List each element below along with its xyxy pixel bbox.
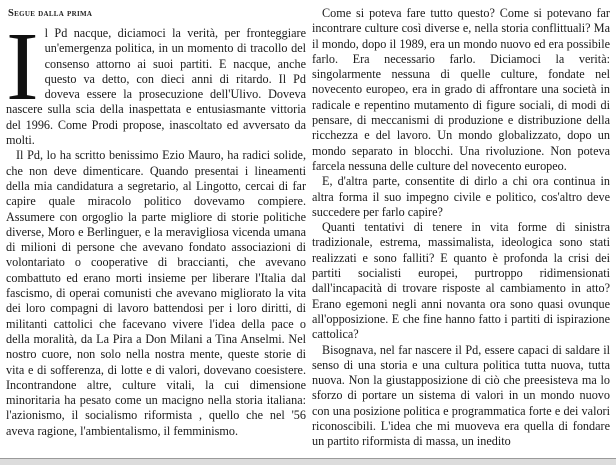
paragraph-3: Come si poteva fare tutto questo? Come si potevano far incontrare culture così diverse e, nella storia conflittuali? Ma il mondo, dopo il 1989, era un mondo nuovo ed era possibile farlo. Era necessario farlo. Diciamoci la verità: singolarmente nessuna di quelle culture, fondate nel novecento europeo, era in grado di affrontare una società in radicale e repentino mutamento di figure sociali, di modi di pensare, di meccanismi di produzione e distribuzione della ricchezza e del lavoro. Un mondo globalizzato, dopo un mondo separato in blocchi. Una rivoluzione. Non poteva farcela nessuna delle culture del novecento europeo.: [312, 6, 610, 173]
paragraph-2: Il Pd, lo ha scritto benissimo Ezio Mauro, ha radici solide, che non deve dimenticare. Quando presentai i lineamenti della mia candidatura a segretario, al Lingotto, cercai di far capire quale miracolo politico dovevamo compiere. Assumere con orgoglio la parte migliore di storie politiche diverse, Moro e Berlinguer, e la meravigliosa vicenda umana di milioni di persone che avevano fondato associazioni di volontariato o cooperative di braccianti, che avevano combattuto ed erano morti insieme per liberare l'Italia dal fascismo, di operai comunisti che avevano migliorato la vita dei loro compagni di lavoro battendosi per i loro diritti, di militanti cattolici che facevano vivere l'idea della pace o della moralità, da La Pira a Don Milani a Tina Anselmi. Nel nostro cuore, non solo nella nostra mente, queste storie di vita e di sofferenza, di lotte e di valori, dovevano coesistere. Incontrandone altre, culture vitali, la cui dimensione minoritaria ha pesato come un macigno nella storia italiana: l'azionismo, il socialismo riformista , quello che nel '56 aveva ragione, l'ambientalismo, il femminismo.: [6, 148, 306, 438]
right-column: [312, 6, 610, 458]
paragraph-1-text: l Pd nacque, diciamoci la verità, per fronteggiare un'emergenza politica, in un momento di tracollo del consenso attorno ai suoi partiti. E nacque, anche questo va detto, con dieci anni di ritardo. Il Pd doveva essere la prosecuzione dell'Ulivo. Doveva nascere sulla scia della inaspettata e entusiasmante vittoria del 1996. Come Prodi propose, inascoltato ed avversato da molti.: [6, 26, 306, 148]
bottom-gray-band: [0, 458, 616, 465]
left-column: [6, 6, 306, 458]
article-kicker: Segue dalla prima: [8, 8, 93, 19]
paragraph-5: Quanti tentativi di tenere in vita forme di sinistra tradizionale, estrema, massimalista, ideologica sono stati realizzati e sono falliti? E quanto è profonda la crisi dei partiti socialisti europei, purtroppo ridimensionati dall'incapacità di trovare risposte al cambiamento in atto? Erano egemoni negli anni novanta ora sono quasi ovunque all'opposizione. E che fine hanno fatto i partiti di ispirazione cattolica?: [312, 220, 610, 342]
drop-cap: I: [6, 13, 39, 121]
paragraph-4: E, d'altra parte, consentite di dirlo a chi ora continua in altra forma il suo impegno civile e politico, cos'altro deve succedere per farlo capire?: [312, 174, 610, 219]
paragraph-6: Bisognava, nel far nascere il Pd, essere capaci di saldare il senso di una storia e una cultura politica tutta nuova, tutta nuova. Non la giustapposizione di ciò che preesisteva ma lo sforzo di portare un sistema di valori in un mondo nuovo con una posizione politica e programmatica forte e dei valori riconoscibili. L'idea che mi muoveva era quella di fondare un partito riformista di massa, un inedito: [312, 342, 610, 449]
bottom-divider: [0, 458, 616, 459]
